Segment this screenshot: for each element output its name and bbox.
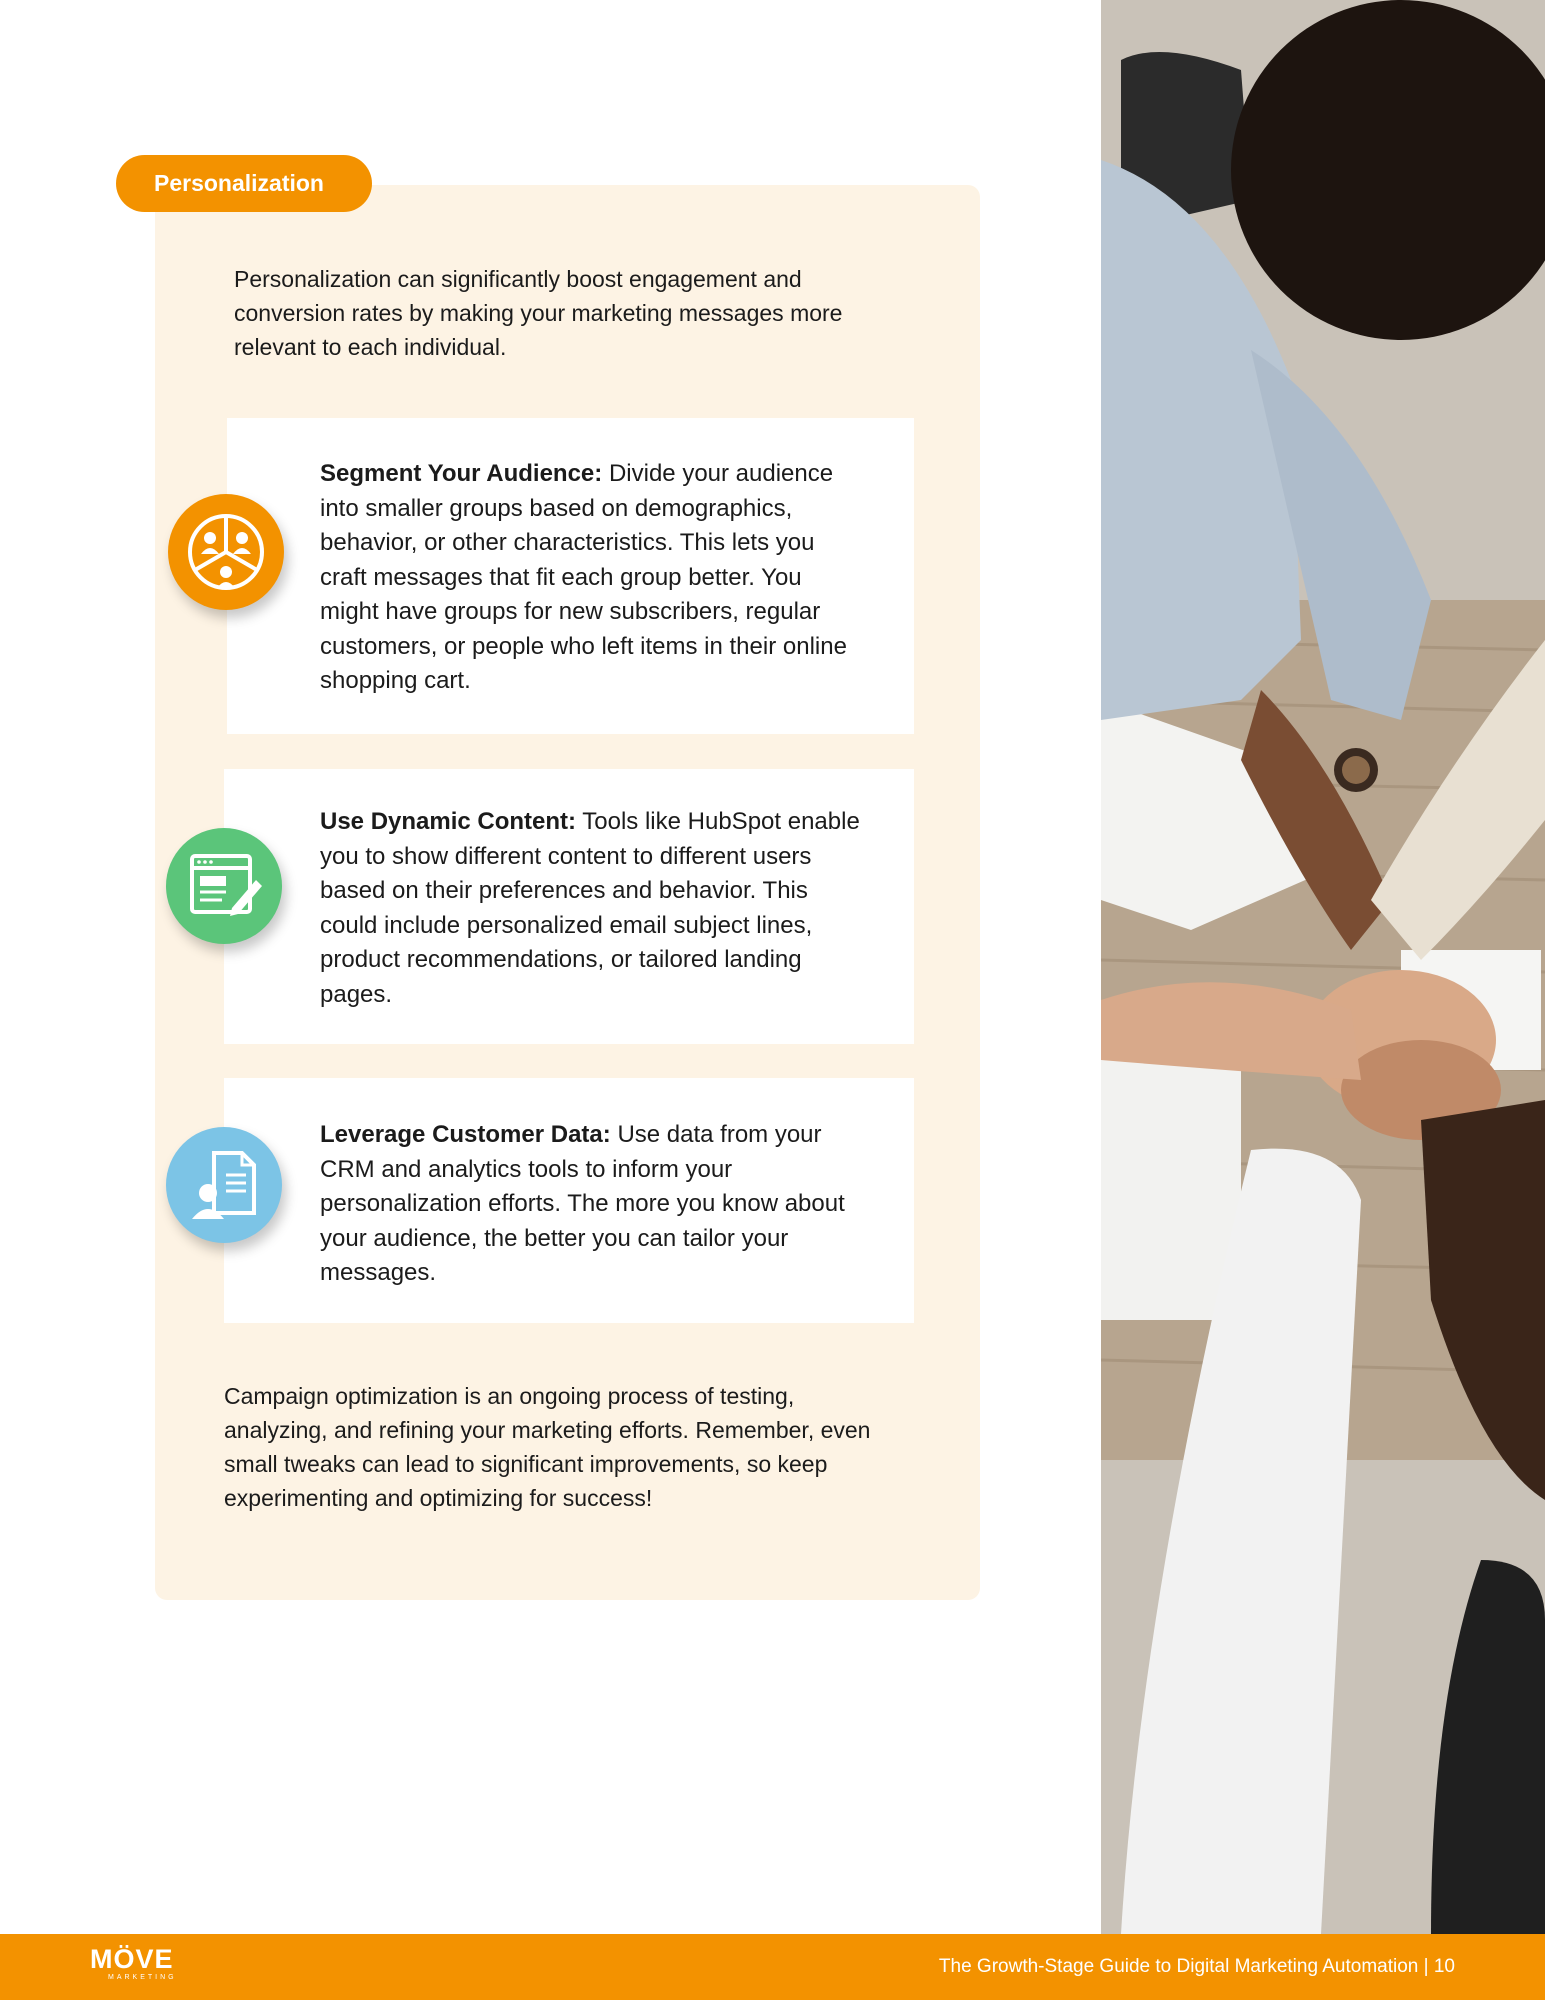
card-title-dynamic: Use Dynamic Content: (320, 808, 577, 835)
card-body-segment: Divide your audience into smaller groups based on demographics, behavior, or other characteristics. This lets you craft messages that fit each group better. You might have groups for new subscribers, regular customers, or people who left items in their online shopping cart. (320, 460, 847, 694)
move-logo (90, 1944, 177, 1982)
card-text-customer-data (320, 1118, 860, 1291)
logo-text: MÖVE (90, 1944, 174, 1974)
photo-illustration (1101, 0, 1545, 1934)
card-text-dynamic (320, 805, 860, 1012)
card-body-dynamic: Tools like HubSpot enable you to show different content to different users based on their preferences and behavior. This could include personalized email subject lines, product recommendations, or tailored landing pages. (320, 808, 860, 1008)
section-tab: Personalization (116, 155, 372, 212)
card-body-customer-data: Use data from your CRM and analytics tools to inform your personalization efforts. The more you know about your audience, the better you can tailor your messages. (320, 1121, 845, 1286)
page-footer (0, 1934, 1545, 2000)
footer-guide-title: The Growth-Stage Guide to Digital Marketing Automation | 10 (938, 1956, 1455, 1977)
team-hands-photo (1101, 0, 1545, 1934)
card-title-segment: Segment Your Audience: (320, 460, 603, 487)
intro-paragraph: Personalization can significantly boost engagement and conversion rates by making your marketing messages more relevant to each individual. (234, 266, 843, 360)
dynamic-content-icon (166, 828, 282, 944)
customer-data-icon (166, 1127, 282, 1243)
audience-segment-icon (168, 494, 284, 610)
card-text-segment (320, 457, 860, 699)
outro-paragraph: Campaign optimization is an ongoing process of testing, analyzing, and refining your marketing efforts. Remember, even small tweaks can lead to significant improvements, so keep experimenting and optimizing for success! (224, 1383, 871, 1511)
card-title-customer-data: Leverage Customer Data: (320, 1121, 611, 1148)
logo-subtext: MARKETING (108, 1974, 177, 1981)
